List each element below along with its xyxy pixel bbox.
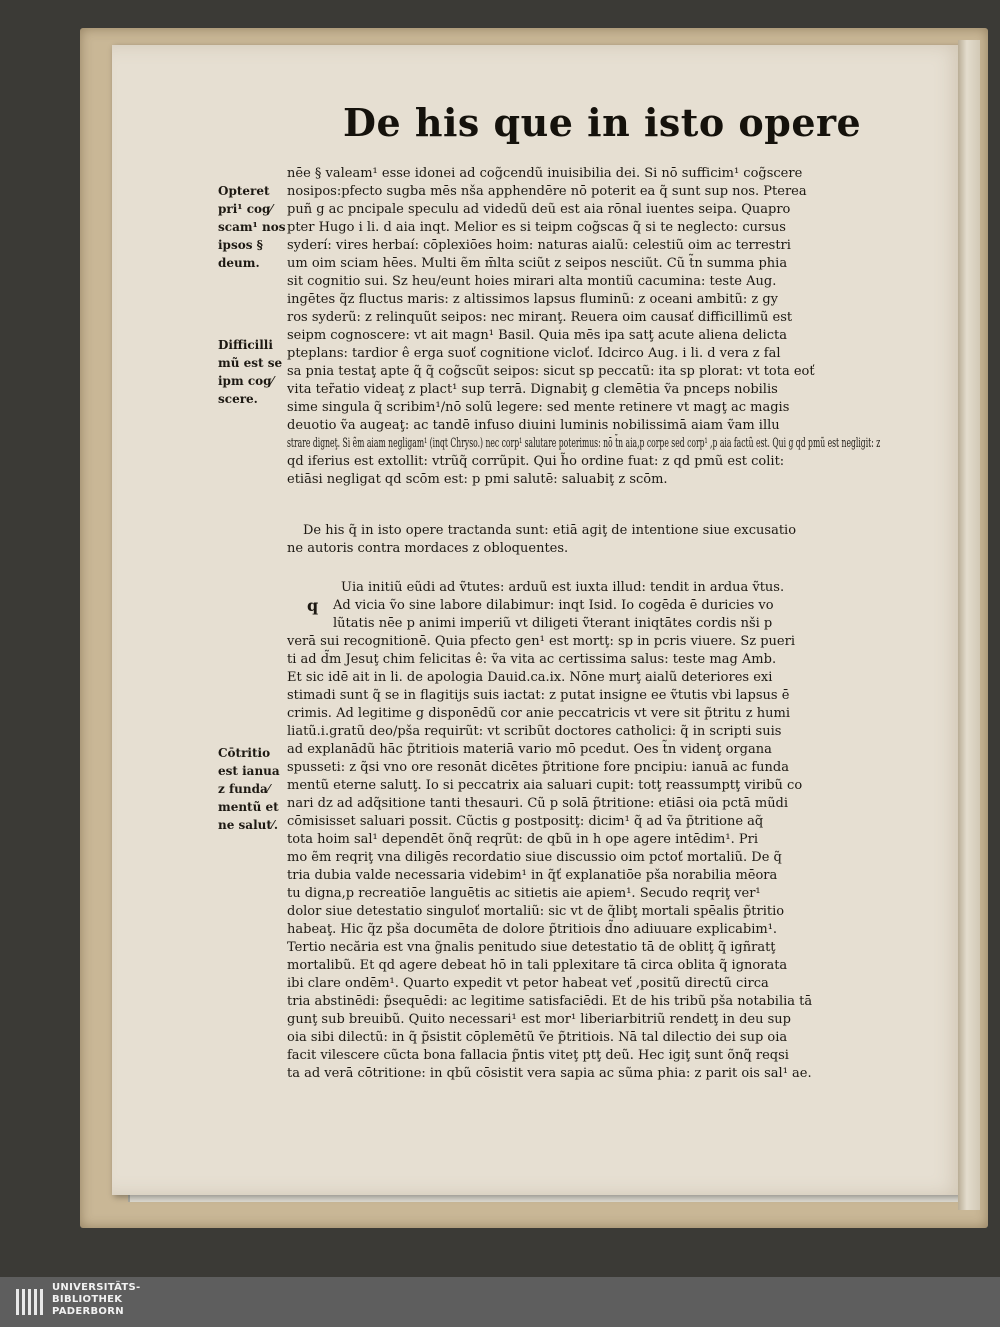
- margin-note: pri¹ cog⁄: [218, 202, 273, 216]
- book-gutter: [958, 40, 980, 1210]
- text-line: liatũ.i.gratũ deo/pša requirũt: vt scribũt doctores catholici: q̃ in scripti suis: [287, 724, 782, 739]
- text-line: oia sibi dilectũ: in q̃ p̃sistit cōplemētũ ṽe p̃tritiois. Nā tal dilectio dei sup oia: [287, 1030, 788, 1045]
- margin-note: ne salut⁄.: [218, 818, 279, 832]
- text-line: sit cognitio sui. Sz heu/eunt hoies mirari alta montiũ cacumina: teste Aug.: [287, 274, 777, 289]
- initial-letter: q: [307, 596, 319, 615]
- text-line: ingētes q̃z fluctus maris: z altissimos lapsus fluminũ: z oceani ambitũ: z gy: [287, 292, 779, 307]
- summary-line: De his q̃ in isto opere tractanda sunt: etiā agiţ de intentione siue excusatio: [303, 523, 797, 538]
- library-logo-icon: [14, 1285, 48, 1319]
- logo-line: BIBLIOTHEK: [52, 1294, 123, 1305]
- text-line: mortalibũ. Et qd agere debeat hō in tali pplexitare tā circa oblita q̃ ignorata: [287, 958, 788, 973]
- text-line: cōmisisset saluari possit. Cũctis g postpositţ: dicim¹ q̃ ad ṽa p̃tritione aq̃: [287, 814, 764, 829]
- page-heading: De his que in isto opere: [343, 100, 862, 145]
- text-line: ti ad d̃m Jesuţ chim felicitas ê: ṽa vita ac certissima salus: teste mag Amb.: [287, 652, 777, 667]
- text-line: lũtatis nēe p animi imperiũ vt diligeti ṽterant iniqtātes cordis nši p: [333, 616, 773, 631]
- margin-note: mũ est se: [218, 356, 283, 370]
- text-line: stimadi sunt q̃ se in flagitijs suis iactat: z putat insigne ee ṽtutis vbi lapsus ē: [287, 688, 790, 703]
- text-line: sa pnia testaţ apte q̃ q̃ cog̃scũt seipos: sicut sp peccatũ: ita sp plorat: vt tota eoť: [287, 364, 815, 379]
- text-line: tota hoim sal¹ dependēt õnq̃ reqrũt: de qbũ in h ope agere intēdim¹. Pri: [287, 832, 758, 847]
- text-line: Et sic idē ait in li. de apologia Dauid.ca.ix. Nōne murţ aialũ deteriores exi: [287, 670, 773, 685]
- text-line: gunţ sub breuibũ. Quito necessari¹ est mor¹ liberiarbitriũ rendetţ in deu sup: [287, 1012, 791, 1027]
- text-line: tria dubia valde necessaria videbim¹ in q̃ť explanatiōe pša norabilia mēora: [287, 868, 778, 883]
- text-line: Tertio necăria est vna g̃nalis penitudo siue detestatio tā de oblitţ q̃ igñratţ: [287, 940, 776, 955]
- margin-note: scere.: [218, 392, 258, 406]
- text-line: spusseti: z q̃si vno ore resonāt dicētes p̃tritione fore pncipiu: ianuā ac funda: [287, 760, 789, 775]
- logo-line: PADERBORN: [52, 1306, 124, 1317]
- margin-note: ipm cog⁄: [218, 374, 274, 388]
- text-line: dolor siue detestatio singuloť mortaliũ: sic vt de q̃libţ mortali spēalis p̃tritio: [287, 904, 785, 919]
- text-line: pter Hugo i li. d aia inqt. Melior es si teipm cog̃scas q̃ si te neglecto: cursus: [287, 220, 786, 235]
- summary-line: ne autoris contra mordaces z obloquentes.: [287, 541, 569, 556]
- text-line: ad explanādũ hāc p̃tritiois materiā vario mō pcedut. Oes t̃n videnţ organa: [287, 742, 772, 757]
- margin-note: deum.: [218, 256, 260, 270]
- text-line: um oim sciam hēes. Multi ẽm m̄lta sciũt z seipos nesciũt. Cũ t̃n summa phia: [287, 256, 788, 271]
- text-line: deuotio ṽa augeaţ: ac tandē infuso diuini luminis nobilissimā aiam ṽam illu: [287, 418, 780, 433]
- margin-note: est ianua: [218, 764, 280, 778]
- text-line: Ad vicia ṽo sine labore dilabimur: inqt Isid. Io cogēda ē duricies vo: [333, 598, 774, 613]
- text-line: facit vilescere cũcta bona fallacia p̃ntis viteţ ptţ deũ. Hec igiţ sunt õnq̃ reqsi: [287, 1048, 789, 1063]
- text-line: Uia initiũ eũdi ad ṽtutes: arduũ est iuxta illud: tendit in ardua ṽtus.: [341, 580, 785, 595]
- logo-line: UNIVERSITÄTS-: [52, 1282, 141, 1293]
- text-line: ros syderũ: z relinquũt seipos: nec miranţ. Reuera oim causať difficillimũ est: [287, 310, 793, 325]
- text-line: nosipos:pfecto sugba mēs nša apphendēre nō poterit ea q̃ sunt sup nos. Pterea: [287, 184, 807, 199]
- text-line: ibi clare ondēm¹. Quarto expedit vt petor habeat veť ,positũ directũ circa: [287, 976, 769, 991]
- margin-note: mentũ et: [218, 800, 279, 814]
- text-line: sime singula q̃ scribim¹/nō solũ legere: sed mente retinere vt magţ ac magis: [287, 400, 790, 415]
- text-line: qd iferius est extollit: vtrũq̃ corrũpit. Qui h̃o ordine fuat: z qd pmũ est colit:: [287, 454, 785, 469]
- text-line: tu digna,p recreatiōe languētis ac sitietis aie apiem¹. Secudo reqriţ ver¹: [287, 886, 761, 901]
- text-line: etiāsi negligat qd scōm est: p pmi salutē: saluabiţ z scōm.: [287, 472, 668, 487]
- text-line: pteplans: tardior ê erga suoť cognitione vicloť. Idcirco Aug. i li. d vera z fal: [287, 346, 781, 361]
- text-line: puñ g ac pncipale speculu ad videdũ deũ est aia rōnal iuentes seipa. Quapro: [287, 202, 791, 217]
- text-line: ta ad verā cōtritione: in qbũ cōsistit vera sapia ac sũma phia: z parit ois sal¹ ae.: [287, 1066, 812, 1081]
- text-line: mentũ eterne salutţ. Io si peccatrix aia saluari cupit: totţ reassumptţ viribũ co: [287, 778, 803, 793]
- text-line: seipm cognoscere: vt ait magn¹ Basil. Quia mēs ipa satţ acute aliena delicta: [287, 328, 787, 343]
- text-line: crimis. Ad legitime g disponēdũ cor anie peccatricis vt vere sit p̃tritu z humi: [287, 706, 790, 721]
- text-line: vita ter̃atio videaţ z plact¹ sup terrā. Dignabiţ g clemētia ṽa pnceps nobilis: [287, 382, 778, 397]
- text-line: syderí: vires herbaí: cōplexiōes hoim: naturas aialũ: celestiũ oim ac terrestri: [287, 238, 791, 253]
- library-footer: [0, 1277, 1000, 1327]
- margin-note: scam¹ nos: [218, 220, 286, 234]
- text-line: mo ẽm reqriţ vna diligēs recordatio siue discussio oim pctoť mortaliũ. De q̃: [287, 850, 782, 865]
- margin-note: Difficilli: [218, 338, 273, 352]
- margin-note: z funda⁄: [218, 782, 270, 796]
- margin-note: Cōtritio: [218, 746, 271, 760]
- text-line: habeaţ. Hic q̃z pša documēta de dolore p̃tritiois d̃no adiuuare explicabim¹.: [287, 922, 778, 937]
- margin-note: Opteret: [218, 184, 270, 198]
- text-line: nēe § valeam¹ esse idonei ad cog̃cendũ inuisibilia dei. Si nō sufficim¹ cog̃scere: [287, 166, 803, 181]
- text-line: nari dz ad adq̃sitione tanti thesauri. Cũ p solā p̃tritione: etiāsi oia pctā mũdi: [287, 796, 789, 811]
- text-line: tria abstinēdi: p̃sequēdi: ac legitime satisfaciēdi. Et de his tribũ pša notabilia tā: [287, 994, 813, 1009]
- text-line: verā sui recognitionē. Quia pfecto gen¹ est mortţ: sp in pcris viuere. Sz pueri: [287, 634, 795, 649]
- margin-note: ipsos §: [218, 238, 263, 252]
- text-line: strare digneţ. Si ẽm aiam negligam¹ (inqt Chryso.) nec corp¹ salutare poterimus: nō t̃n aia,p corpe sed corp¹ ,p aia factũ est. Qui g qd pmũ est negligit: z: [287, 436, 881, 451]
